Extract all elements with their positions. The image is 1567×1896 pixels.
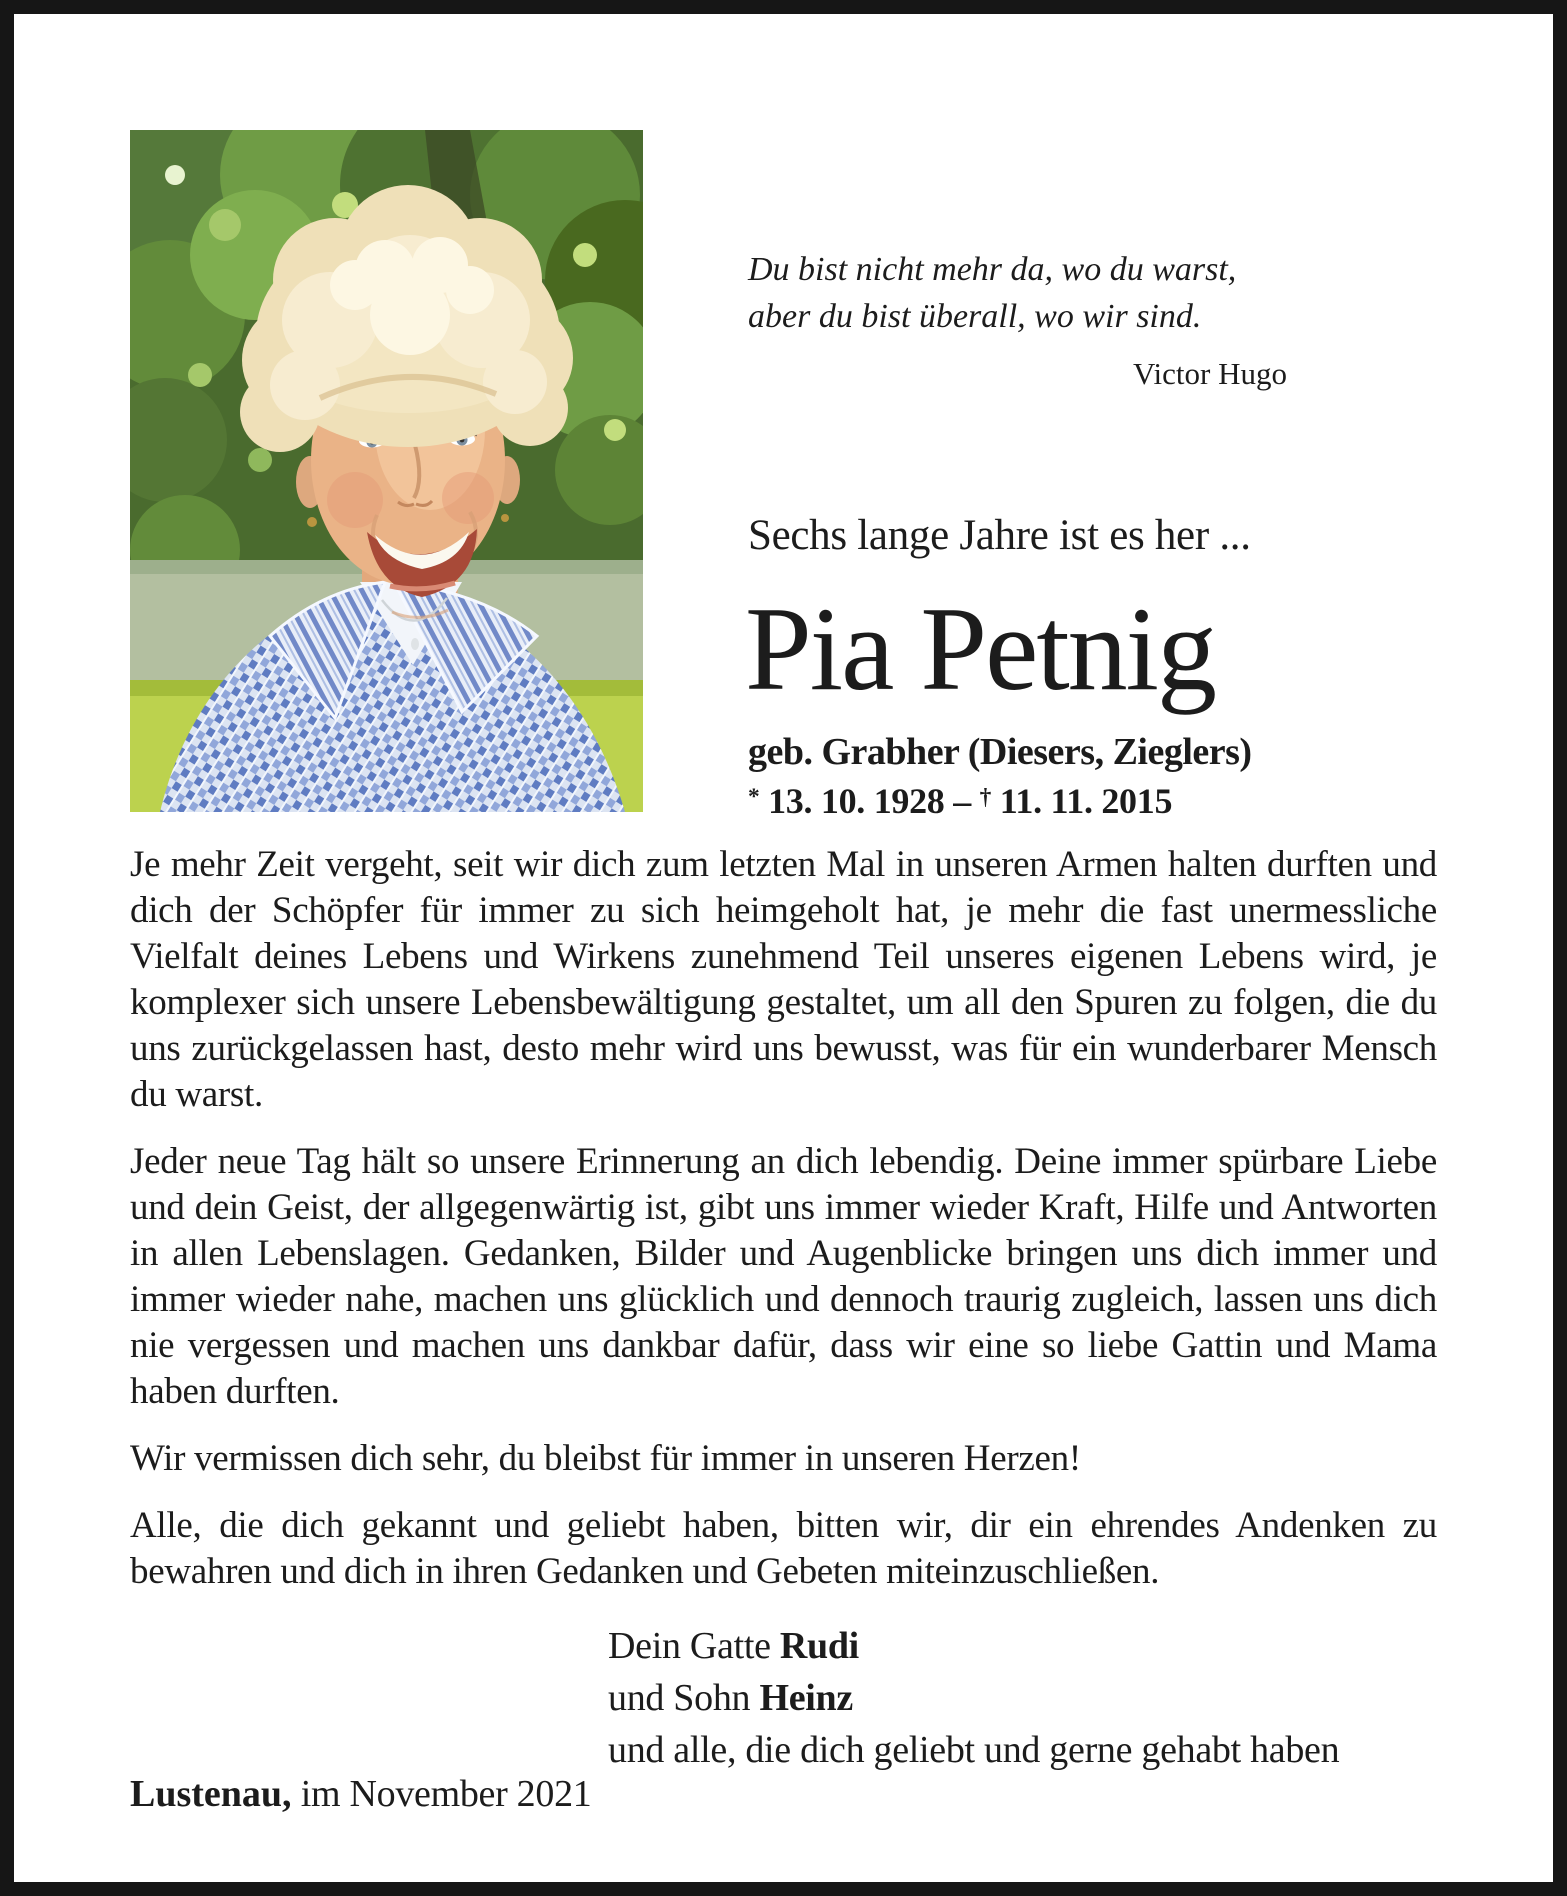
memorial-quote-line-2: aber du bist überall, wo wir sind. xyxy=(748,298,1202,335)
place-name: Lustenau, xyxy=(130,1773,292,1815)
remembrance-request: Alle, die dich gekannt und geliebt haben, bitten wir, dir ein ehrendes Andenken zu bewahren und dich in ihren Gedanken und Gebeten miteinzuschließen. xyxy=(130,1505,1437,1592)
obituary-paragraph: Jeder neue Tag hält so unsere Erinnerung an dich lebendig. Deine immer spürbare Liebe und dein Geist, der allgegenwärtig ist, gibt uns immer wieder Kraft, Hilfe und Antworten in allen Lebenslagen. Gedanken, Bilder und Augenblicke bringen uns dich immer und immer wieder nahe, machen uns glücklich und dennoch traurig zugleich, lassen uns dich nie vergessen und machen uns dankbar dafür, dass wir eine so liebe Gattin und Mama haben durften. xyxy=(130,1141,1437,1412)
anniversary-line: Sechs lange Jahre ist es her ... xyxy=(748,512,1251,559)
signature-line-son xyxy=(608,1672,1339,1724)
farewell-line: Wir vermissen dich sehr, du bleibst für immer in unseren Herzen! xyxy=(130,1438,1081,1479)
memorial-quote xyxy=(748,246,1293,397)
obituary-text xyxy=(130,842,1437,1616)
quote-attribution: Victor Hugo xyxy=(1133,356,1287,391)
obituary-paragraph: Je mehr Zeit vergeht, seit wir dich zum letzten Mal in unseren Armen halten durften und dich der Schöpfer für immer zu sich heimgeholt hat, je mehr die fast unermessliche Vielfalt deines Lebens und Wirkens zunehmend Teil unseres eigenen Lebens wird, je komplexer sich unsere Lebensbewältigung gestaltet, um all den Spuren zu folgen, die du uns zurückgelassen hast, desto mehr wird uns bewusst, was für ein wunderbarer Mensch du warst. xyxy=(130,844,1437,1115)
portrait-photo-graphic xyxy=(130,130,643,812)
son-prefix: und Sohn xyxy=(608,1677,760,1719)
signature-line-others: und alle, die dich geliebt und gerne gehabt haben xyxy=(608,1729,1340,1771)
death-cross-symbol: † xyxy=(979,784,992,811)
memorial-quote-line-1: Du bist nicht mehr da, wo du warst, xyxy=(748,251,1237,288)
portrait-photo xyxy=(130,130,643,812)
husband-name: Rudi xyxy=(779,1625,859,1667)
issue-date: im November 2021 xyxy=(291,1773,592,1815)
son-name: Heinz xyxy=(759,1677,853,1719)
death-date: 11. 11. 2015 xyxy=(991,781,1173,821)
husband-prefix: Dein Gatte xyxy=(608,1625,780,1667)
life-dates xyxy=(748,780,1172,822)
birth-date: 13. 10. 1928 – xyxy=(759,781,980,821)
birth-star-symbol: * xyxy=(748,784,760,811)
dateline xyxy=(130,1772,591,1816)
signature-block xyxy=(608,1620,1339,1776)
signature-line-husband xyxy=(608,1620,1339,1672)
maiden-name-line: geb. Grabher (Diesers, Zieglers) xyxy=(748,731,1252,773)
deceased-name: Pia Petnig xyxy=(745,582,1216,715)
